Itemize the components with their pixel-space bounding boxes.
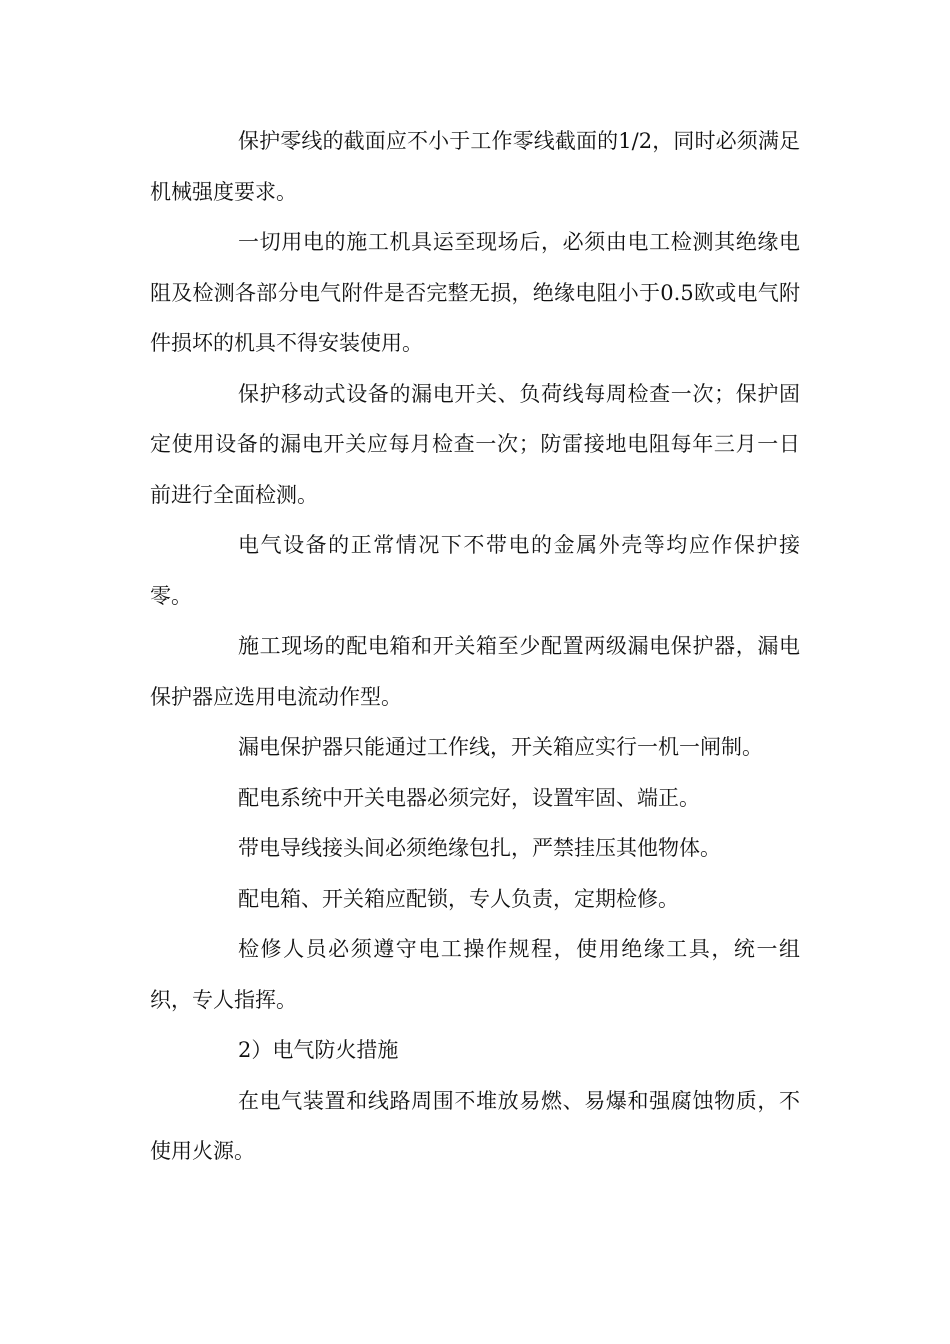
document-body [150, 116, 800, 1177]
paragraph: 保护零线的截面应不小于工作零线截面的1/2，同时必须满足机械强度要求。 [150, 129, 800, 204]
paragraph: 检修人员必须遵守电工操作规程，使用绝缘工具，统一组织，专人指挥。 [150, 937, 800, 1012]
paragraph: 配电箱、开关箱应配锁，专人负责，定期检修。 [238, 886, 679, 911]
paragraph: 漏电保护器只能通过工作线，开关箱应实行一机一闸制。 [238, 735, 763, 759]
section-heading: 2）电气防火措施 [238, 1038, 399, 1062]
paragraph: 在电气装置和线路周围不堆放易燃、易爆和强腐蚀物质，不使用火源。 [150, 1088, 800, 1163]
paragraph: 配电系统中开关电器必须完好，设置牢固、端正。 [238, 785, 700, 810]
paragraph: 带电导线接头间必须绝缘包扎，严禁挂压其他物体。 [238, 836, 721, 860]
paragraph: 电气设备的正常情况下不带电的金属外壳等均应作保护接零。 [150, 533, 800, 608]
paragraph: 保护移动式设备的漏电开关、负荷线每周检查一次；保护固定使用设备的漏电开关应每月检查一次；防雷接地电阻每年三月一日前进行全面检测。 [150, 381, 800, 507]
paragraph: 一切用电的施工机具运至现场后，必须由电工检测其绝缘电阻及检测各部分电气附件是否完整无损，绝缘电阻小于0.5欧或电气附件损坏的机具不得安装使用。 [150, 230, 800, 355]
paragraph: 施工现场的配电箱和开关箱至少配置两级漏电保护器，漏电保护器应选用电流动作型。 [150, 634, 800, 709]
